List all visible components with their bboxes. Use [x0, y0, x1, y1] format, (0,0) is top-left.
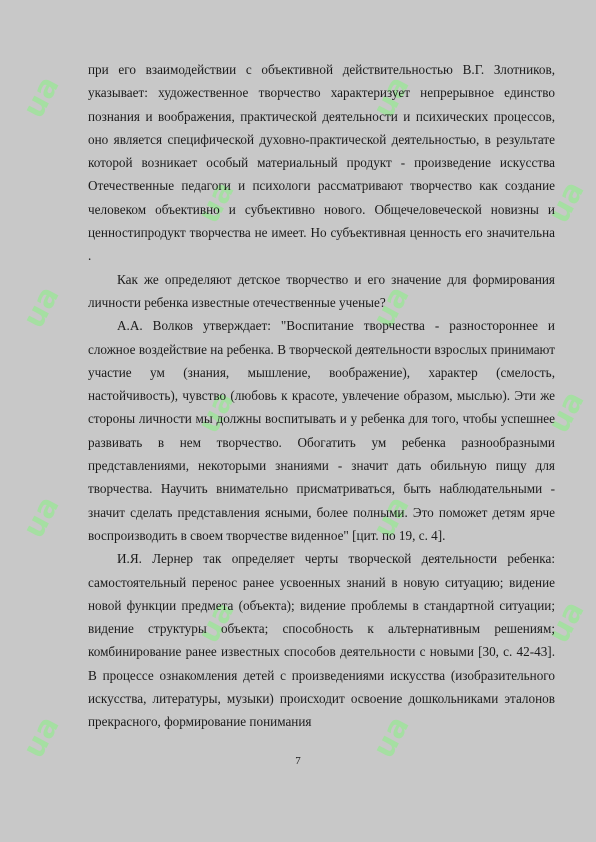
watermark-glyph: ua: [191, 175, 242, 229]
page-number: 7: [295, 755, 301, 767]
watermark-glyph: ua: [541, 175, 592, 229]
watermark-glyph: ua: [366, 490, 417, 544]
paragraph-3: А.А. Волков утверждает: "Воспитание творчества - разностороннее и сложное воздействие на ребенка. В творческой деятельности взрослых принимают участие ум (знания, мышление, воображение), характер (смелость, настойчивость), чувство (любовь к красоте, увлечение образом, мыслью). Эти же стороны личности мы должны воспитывать и у ребенка для того, чтобы успешнее развивать в нем творчество. Обогатить ум ребенка разнообразными представлениями, некоторыми знаниями - значит дать обильную пищу для творчества. Научить внимательно присматриваться, быть наблюдательными - значит сделать представления ясными, более полными. Это поможет детям ярче воспроизводить в своем творчестве виденное" [цит. по 19, с. 4].: [88, 318, 555, 543]
paragraph-1: при его взаимодействии с объективной действительностью В.Г. Злотников, указывает: художественное творчество характеризует непрерывное единство познания и воображения, практической деятельности и психических процессов, оно является специфической духовно-практической деятельностью, в результате которой возникает особый материальный продукт - произведение искусства Отечественные педагоги и психологи рассматривают творчество как создание человеком объективно и субъективно нового. Общечеловеческой новизны и ценностипродукт творчества не имеет. Но субъективная ценность его значительна .: [88, 62, 555, 264]
watermark-glyph: ua: [191, 595, 242, 649]
watermark-glyph: ua: [191, 385, 242, 439]
watermark-glyph: ua: [366, 710, 417, 764]
paragraph-4: И.Я. Лернер так определяет черты творческой деятельности ребенка: самостоятельный перенос ранее усвоенных знаний в новую ситуацию; видение новой функции предмета (объекта); видение проблемы в стандартной ситуации; видение структуры объекта; способность к альтернативным решениям; комбинирование ранее известных способов деятельности с новыми [30, с. 42-43]. В процессе ознакомления детей с произведениями искусства (изобразительного искусства, литературы, музыки) происходит освоение дошкольниками эталонов прекрасного, формирование понимания: [88, 551, 555, 730]
paragraph-2: Как же определяют детское творчество и его значение для формирования личности ребенка известные отечественные ученые?: [88, 271, 555, 310]
watermark-glyph: ua: [541, 385, 592, 439]
body-text: [88, 58, 555, 734]
watermark-glyph: ua: [366, 70, 417, 124]
watermark-glyph: ua: [16, 710, 67, 764]
watermark-glyph: ua: [541, 595, 592, 649]
watermark-glyph: ua: [366, 280, 417, 334]
watermark-glyph: ua: [16, 280, 67, 334]
watermark-glyph: ua: [16, 70, 67, 124]
watermark-glyph: ua: [16, 490, 67, 544]
